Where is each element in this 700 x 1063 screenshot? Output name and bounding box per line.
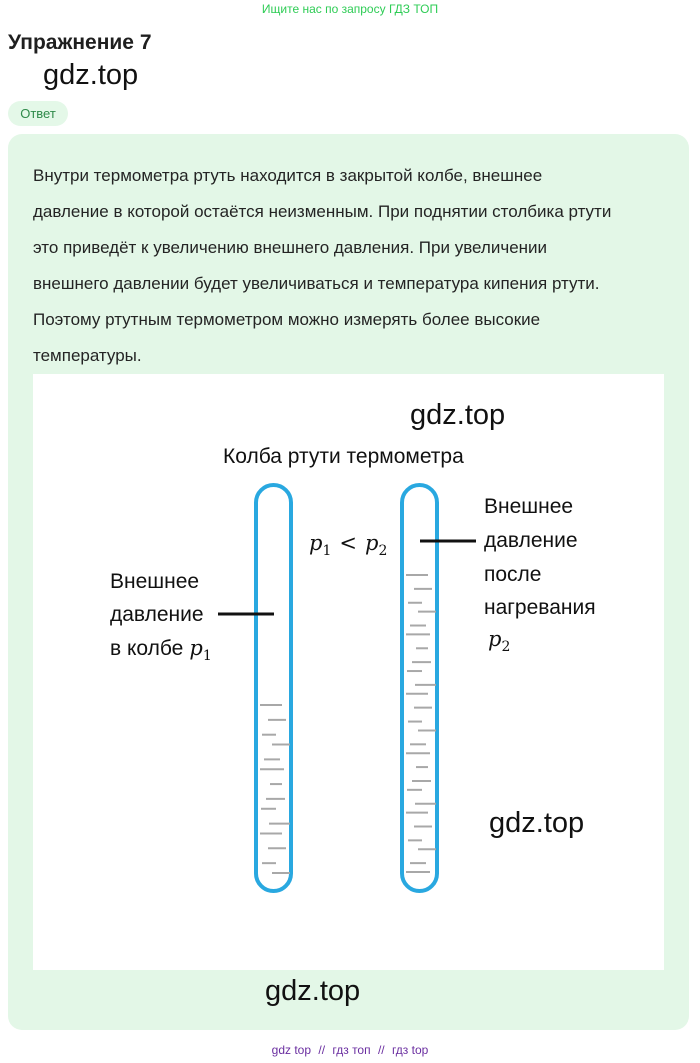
answer-line: давление в которой остаётся неизменным. При поднятии столбика ртути: [33, 202, 612, 221]
answer-line: температуры.: [33, 346, 142, 365]
footer-link[interactable]: гдз топ: [332, 1043, 371, 1057]
watermark: gdz.top: [489, 807, 585, 839]
footer-links: [0, 1043, 700, 1057]
left-label-line: давление: [110, 603, 204, 626]
footer-separator: //: [377, 1043, 385, 1057]
right-tube: [402, 485, 437, 891]
footer-separator: //: [318, 1043, 326, 1057]
left-mercury-marks: [260, 705, 290, 873]
footer-link[interactable]: gdz top: [271, 1043, 312, 1057]
right-mercury-marks: [406, 575, 436, 872]
answer-line: Поэтому ртутным термометром можно измерять более высокие: [33, 310, 541, 329]
watermark: gdz.top: [265, 975, 361, 1007]
answer-line: внешнего давлении будет увеличиваться и температура кипения ртути.: [33, 274, 600, 293]
left-label-line: в колбе $p_1$: [110, 636, 212, 664]
footer-link[interactable]: гдз top: [391, 1043, 429, 1057]
watermark: gdz.top: [410, 399, 506, 431]
right-label-line: нагревания: [484, 596, 596, 619]
pressure-relation: $p_1 < p_2$: [309, 531, 388, 559]
thermometer-figure: [33, 374, 664, 970]
search-hint-banner: Ищите нас по запросу ГДЗ ТОП: [261, 2, 439, 16]
exercise-title: Упражнение 7: [8, 31, 152, 54]
left-tube: [256, 485, 291, 891]
figure-caption: Колба ртути термометра: [223, 445, 464, 468]
answer-text: [33, 162, 673, 378]
answer-line: Внутри термометра ртуть находится в закрытой колбе, внешнее: [33, 166, 543, 185]
answer-line: это приведёт к увеличению внешнего давления. При увеличении: [33, 238, 548, 257]
answer-tab[interactable]: Ответ: [8, 101, 68, 126]
watermark: gdz.top: [43, 59, 139, 91]
right-label-line: давление: [484, 529, 578, 552]
right-label-line: Внешнее: [484, 495, 574, 518]
left-label-line: Внешнее: [110, 570, 200, 593]
thermometer-diagram: [33, 374, 664, 970]
right-pressure-symbol: $p_2$: [488, 627, 511, 655]
right-label-line: после: [484, 563, 542, 586]
